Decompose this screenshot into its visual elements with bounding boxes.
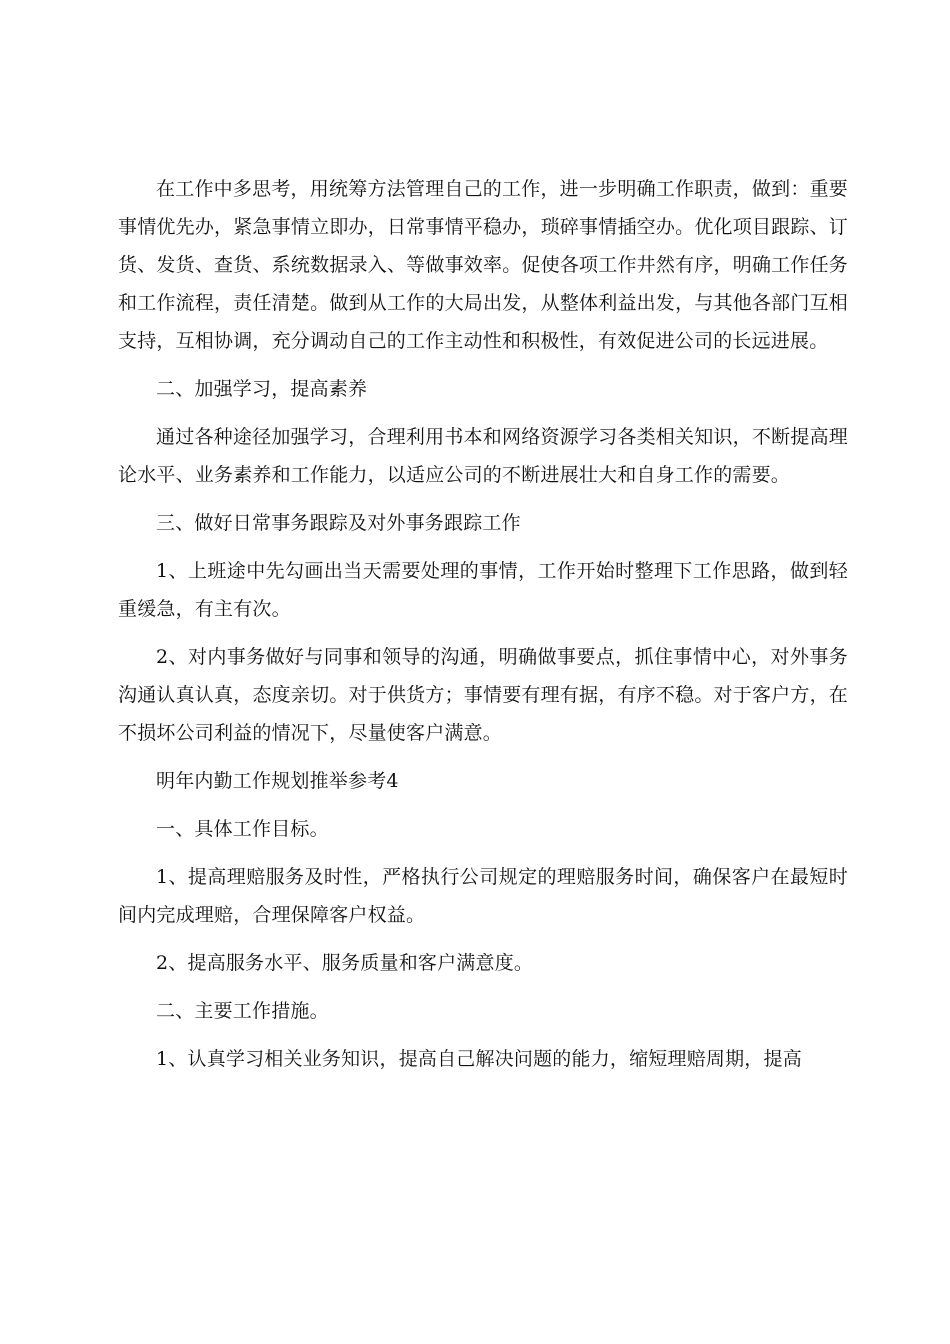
section-heading-daily-affairs: 三、做好日常事务跟踪及对外事务跟踪工作	[156, 512, 521, 534]
paragraph-goal-1: 1、提高理赔服务及时性，严格执行公司规定的理赔服务时间，确保客户在最短时间内完成理赔，合理保障客户权益。	[118, 866, 848, 926]
paragraph-work-thinking: 在工作中多思考，用统筹方法管理自己的工作，进一步明确工作职责，做到：重要事情优先办，紧急事情立即办，日常事情平稳办，琐碎事情插空办。优化项目跟踪、订货、发货、查货、系统数据录入、等做事效率。促使各项工作井然有序，明确工作任务和工作流程，责任清楚。做到从工作的大局出发，从整体利益出发，与其他各部门互相支持，互相协调，充分调动自己的工作主动性和积极性，有效促进公司的长远进展。	[118, 178, 848, 352]
paragraph-study: 通过各种途径加强学习，合理利用书本和网络资源学习各类相关知识，不断提高理论水平、业务素养和工作能力，以适应公司的不断进展壮大和自身工作的需要。	[118, 426, 848, 486]
paragraph-goal-2: 2、提高服务水平、服务质量和客户满意度。	[156, 952, 534, 974]
section-heading-study: 二、加强学习，提高素养	[156, 378, 368, 400]
document-body	[118, 170, 848, 1088]
section-heading-measures: 二、主要工作措施。	[156, 1000, 329, 1022]
paragraph-item-1: 1、上班途中先勾画出当天需要处理的事情，工作开始时整理下工作思路，做到轻重缓急，有主有次。	[118, 560, 848, 620]
article-title-reference-4: 明年内勤工作规划推举参考4	[156, 770, 399, 792]
section-heading-goals: 一、具体工作目标。	[156, 818, 329, 840]
paragraph-measure-1: 1、认真学习相关业务知识，提高自己解决问题的能力，缩短理赔周期，提高	[156, 1048, 802, 1070]
paragraph-item-2: 2、对内事务做好与同事和领导的沟通，明确做事要点，抓住事情中心，对外事务沟通认真认真，态度亲切。对于供货方；事情要有理有据，有序不稳。对于客户方，在不损坏公司利益的情况下，尽量使客户满意。	[118, 646, 848, 744]
